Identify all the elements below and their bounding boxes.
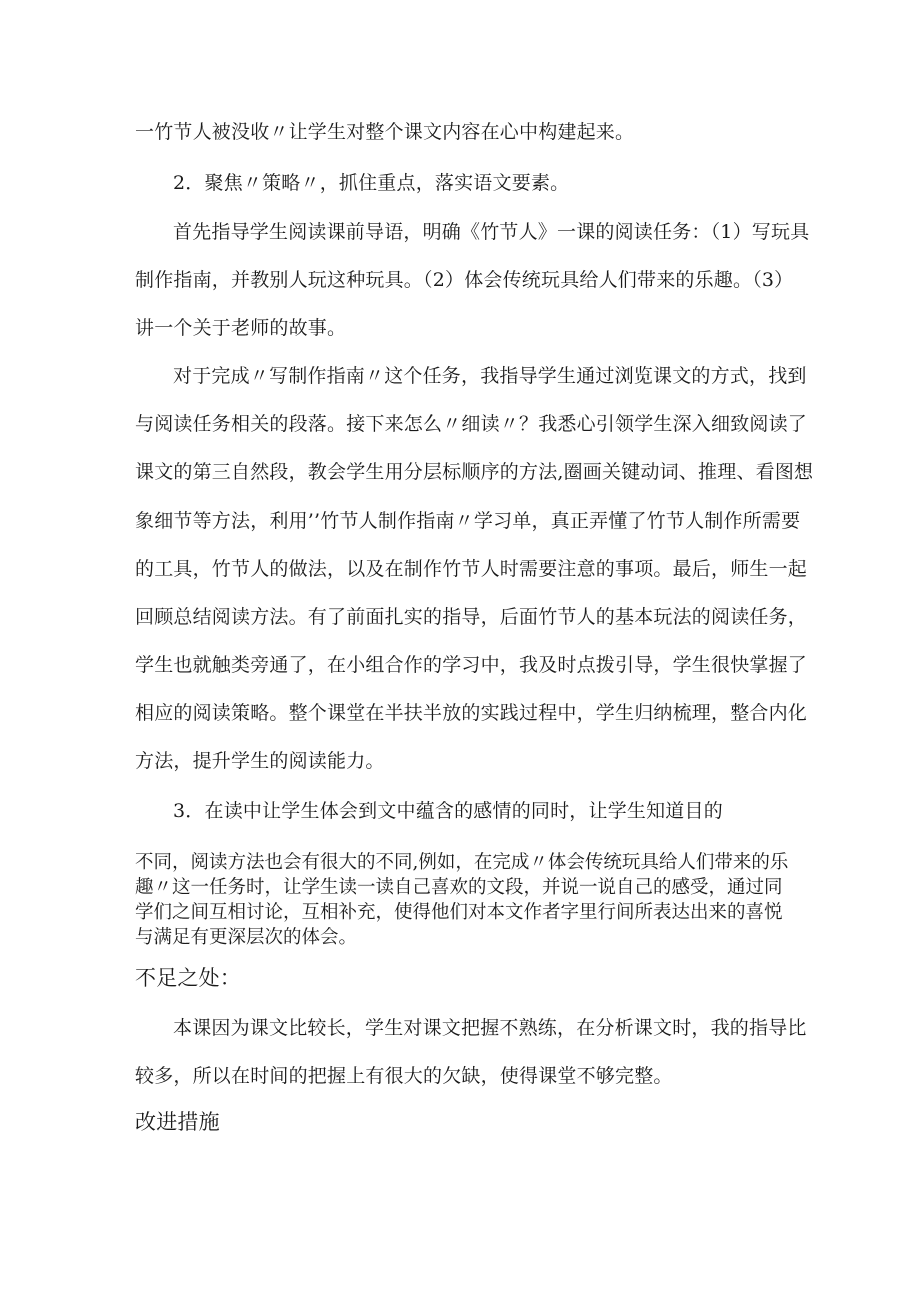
section-heading-2: 2．聚焦〃策略〃，抓住重点，落实语文要素。 (173, 172, 570, 194)
paragraph-line: 象细节等方法，利用’’竹节人制作指南〃学习单，真正弄懂了竹节人制作所需要 (135, 510, 801, 532)
paragraph-line: 学们之间互相讨论，互相补充，使得他们对本文作者字里行间所表达出来的喜悦 (135, 902, 783, 923)
paragraph-line: 较多，所以在时间的把握上有很大的欠缺，使得课堂不够完整。 (135, 1065, 673, 1087)
paragraph-line: 与阅读任务相关的段落。接下来怎么〃细读〃？我悉心引领学生深入细致阅读了 (135, 413, 808, 435)
section-heading-3: 3．在读中让学生体会到文中蕴含的感情的同时，让学生知道目的 (173, 800, 723, 822)
improvements-heading: 改进措施 (135, 1110, 220, 1134)
paragraph-line: 回顾总结阅读方法。有了前面扎实的指导，后面竹节人的基本玩法的阅读任务， (135, 606, 808, 628)
paragraph-line: 方法，提升学生的阅读能力。 (135, 750, 385, 772)
paragraph-line: 讲一个关于老师的故事。 (135, 317, 347, 339)
paragraph-line: 制作指南，并教别人玩这种玩具。（2）体会传统玩具给人们带来的乐趣。（3） (135, 269, 794, 291)
shortcomings-heading: 不足之处： (135, 966, 241, 990)
paragraph-line: 本课因为课文比较长，学生对课文把握不熟练，在分析课文时，我的指导比 (173, 1017, 807, 1039)
paragraph-line: 的工具，竹节人的做法，以及在制作竹节人时需要注意的事项。最后，师生一起 (135, 558, 808, 580)
paragraph-line: 与满足有更深层次的体会。 (135, 927, 358, 948)
paragraph-line: 相应的阅读策略。整个课堂在半扶半放的实践过程中，学生归纳梳理，整合内化 (135, 702, 808, 724)
paragraph-line: 趣〃这一任务时，让学生读一读自己喜欢的文段，并说一说自己的感受，通过同 (135, 877, 783, 898)
paragraph-line: 学生也就触类旁通了，在小组合作的学习中，我及时点拨引导，学生很快掌握了 (135, 654, 808, 676)
paragraph-line: 一竹节人被没收〃让学生对整个课文内容在心中构建起来。 (135, 121, 635, 143)
paragraph-line: 对于完成〃写制作指南〃这个任务，我指导学生通过浏览课文的方式，找到 (173, 365, 807, 387)
paragraph-line: 首先指导学生阅读课前导语，明确《竹节人》一课的阅读任务：（1）写玩具 (173, 221, 810, 243)
paragraph-line: 课文的第三自然段，教会学生用分层标顺序的方法,圈画关键动词、推理、看图想 (135, 461, 814, 483)
paragraph-line: 不同，阅读方法也会有很大的不同,例如，在完成〃体会传统玩具给人们带来的乐 (135, 852, 789, 873)
